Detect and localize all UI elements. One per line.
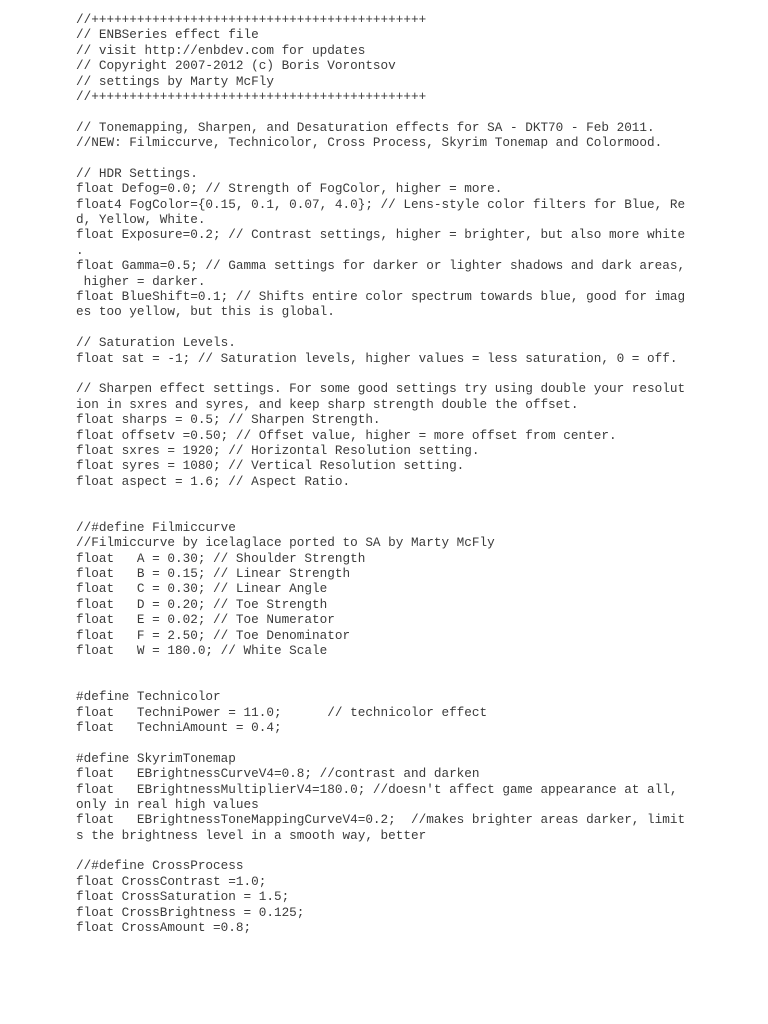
code-line: float W = 180.0; // White Scale bbox=[76, 643, 328, 659]
code-line: float syres = 1080; // Vertical Resolution setting. bbox=[76, 458, 465, 474]
code-line: // ENBSeries effect file bbox=[76, 27, 259, 43]
code-line: float TechniPower = 11.0; // technicolor effect bbox=[76, 704, 488, 720]
code-line bbox=[76, 843, 756, 858]
code-line: // Copyright 2007-2012 (c) Boris Vorontsov bbox=[76, 58, 396, 74]
code-line: d, Yellow, White. bbox=[76, 212, 206, 228]
code-line bbox=[76, 735, 756, 750]
code-line: float aspect = 1.6; // Aspect Ratio. bbox=[76, 473, 351, 489]
code-line bbox=[76, 674, 756, 689]
code-line bbox=[76, 366, 756, 381]
code-line: float CrossAmount =0.8; bbox=[76, 920, 252, 936]
code-line: higher = darker. bbox=[76, 273, 206, 289]
code-line: float sxres = 1920; // Horizontal Resolution setting. bbox=[76, 442, 480, 458]
code-line: only in real high values bbox=[76, 796, 259, 812]
code-line: s the brightness level in a smooth way, better bbox=[76, 827, 427, 843]
code-line: float B = 0.15; // Linear Strength bbox=[76, 566, 351, 582]
code-line: float sat = -1; // Saturation levels, higher values = less saturation, 0 = off. bbox=[76, 350, 678, 366]
code-line: float A = 0.30; // Shoulder Strength bbox=[76, 550, 366, 566]
code-line: // Tonemapping, Sharpen, and Desaturation effects for SA - DKT70 - Feb 2011. bbox=[76, 119, 655, 135]
code-line: float EBrightnessCurveV4=0.8; //contrast and darken bbox=[76, 766, 480, 782]
code-line: float C = 0.30; // Linear Angle bbox=[76, 581, 328, 597]
code-line: float F = 2.50; // Toe Denominator bbox=[76, 627, 351, 643]
code-line: //#define CrossProcess bbox=[76, 858, 244, 874]
code-line bbox=[76, 489, 756, 504]
code-line: ion in sxres and syres, and keep sharp strength double the offset. bbox=[76, 396, 579, 412]
code-line: //++++++++++++++++++++++++++++++++++++++++++++ bbox=[76, 88, 427, 104]
code-line bbox=[76, 104, 756, 119]
code-line: // Saturation Levels. bbox=[76, 335, 236, 351]
code-line: float D = 0.20; // Toe Strength bbox=[76, 596, 328, 612]
code-line bbox=[76, 658, 756, 673]
code-line: //++++++++++++++++++++++++++++++++++++++++++++ bbox=[76, 12, 427, 27]
code-line: float offsetv =0.50; // Offset value, higher = more offset from center. bbox=[76, 427, 617, 443]
code-line: . bbox=[76, 242, 84, 258]
code-line bbox=[76, 320, 756, 335]
code-line: float E = 0.02; // Toe Numerator bbox=[76, 612, 335, 628]
code-line: float BlueShift=0.1; // Shifts entire color spectrum towards blue, good for imag bbox=[76, 289, 686, 305]
code-line: float EBrightnessToneMappingCurveV4=0.2; //makes brighter areas darker, limit bbox=[76, 812, 686, 828]
code-line: es too yellow, but this is global. bbox=[76, 304, 335, 320]
code-line bbox=[76, 151, 756, 166]
code-line: float Defog=0.0; // Strength of FogColor, higher = more. bbox=[76, 181, 503, 197]
code-line: float EBrightnessMultiplierV4=180.0; //doesn't affect game appearance at all, bbox=[76, 781, 678, 797]
code-line: // visit http://enbdev.com for updates bbox=[76, 42, 366, 58]
code-line: float4 FogColor={0.15, 0.1, 0.07, 4.0}; // Lens-style color filters for Blue, Re bbox=[76, 196, 686, 212]
code-line: float Gamma=0.5; // Gamma settings for darker or lighter shadows and dark areas, bbox=[76, 258, 686, 274]
code-line: float sharps = 0.5; // Sharpen Strength. bbox=[76, 412, 381, 428]
code-line: //Filmiccurve by icelaglace ported to SA by Marty McFly bbox=[76, 535, 495, 551]
code-line: // settings by Marty McFly bbox=[76, 73, 274, 89]
code-line: #define SkyrimTonemap bbox=[76, 750, 236, 766]
code-line: // Sharpen effect settings. For some good settings try using double your resolut bbox=[76, 381, 686, 397]
code-line: #define Technicolor bbox=[76, 689, 221, 705]
code-document bbox=[76, 12, 756, 935]
code-line: float CrossSaturation = 1.5; bbox=[76, 889, 290, 905]
code-line: float CrossContrast =1.0; bbox=[76, 873, 267, 889]
code-line: float TechniAmount = 0.4; bbox=[76, 719, 282, 735]
code-line: float CrossBrightness = 0.125; bbox=[76, 904, 305, 920]
code-line: float Exposure=0.2; // Contrast settings, higher = brighter, but also more white bbox=[76, 227, 686, 243]
code-line: //NEW: Filmiccurve, Technicolor, Cross Process, Skyrim Tonemap and Colormood. bbox=[76, 135, 663, 151]
code-line: // HDR Settings. bbox=[76, 165, 198, 181]
code-line: //#define Filmiccurve bbox=[76, 519, 236, 535]
code-line bbox=[76, 505, 756, 520]
